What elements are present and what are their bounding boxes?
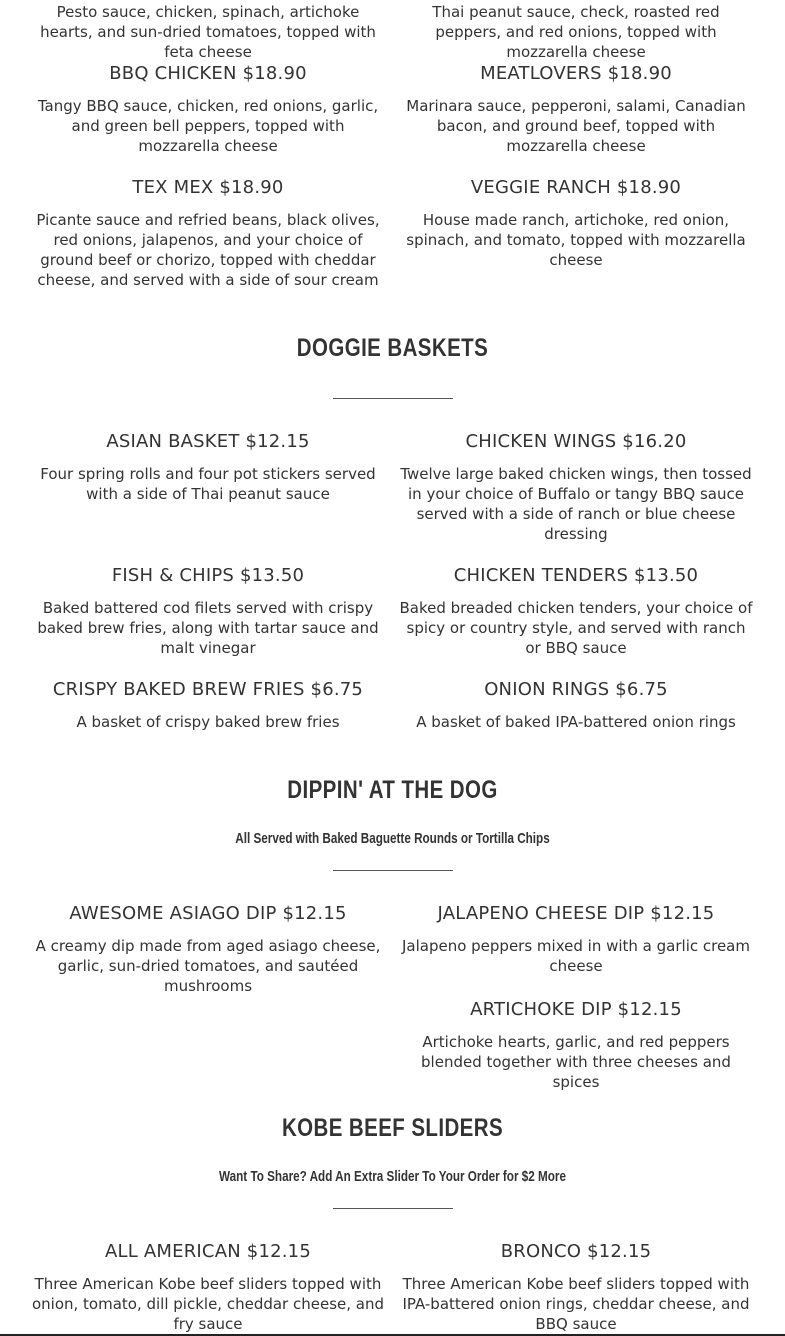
item-title: BBQ CHICKEN $18.90 [109,63,307,84]
item-description: A basket of crispy baked brew fries [76,713,340,731]
menu-item [398,902,754,976]
item-title: CRISPY BAKED BREW FRIES $6.75 [52,679,364,700]
menu-item [0,430,392,544]
item-title: ARTICHOKE DIP $12.15 [470,999,682,1020]
item-description: Four spring rolls and four pot stickers served with a side of Thai peanut sauce [40,465,376,503]
section-divider [333,870,453,871]
item-description: Pesto sauce, chicken, spinach, artichoke hearts, and sun-dried tomatoes, topped with feta cheese [40,3,376,61]
menu-column [392,902,784,1092]
menu-item [392,62,784,156]
item-title: AWESOME ASIAGO DIP $12.15 [69,903,347,924]
menu-row [0,678,785,732]
menu-item [392,678,784,732]
item-title: CHICKEN WINGS $16.20 [465,431,687,452]
menu-item [0,176,392,290]
item-title: MEATLOVERS $18.90 [480,63,672,84]
menu-row [0,62,785,156]
item-description: A basket of baked IPA-battered onion rings [416,713,736,731]
item-description: Thai peanut sauce, check, roasted red peppers, and red onions, topped with mozzarella cheese [432,3,720,61]
menu-item [0,62,392,156]
menu-item [0,678,392,732]
item-title: TEX MEX $18.90 [132,177,284,198]
menu-item [392,430,784,544]
item-title: FISH & CHIPS $13.50 [111,565,305,586]
menu-item [392,1240,784,1334]
item-description: Twelve large baked chicken wings, then tossed in your choice of Buffalo or tangy BBQ sauce served with a side of ranch or blue cheese dressing [400,465,752,543]
item-title: ONION RINGS $6.75 [484,679,668,700]
menu-row [0,430,785,544]
section-divider [333,1208,453,1209]
menu-row [0,2,785,62]
item-description: Three American Kobe beef sliders topped with onion, tomato, dill pickle, cheddar cheese, and fry sauce [31,1275,385,1333]
menu-item [0,564,392,658]
menu-item [0,1240,392,1334]
section-subtitle: Want To Share? Add An Extra Slider To Your Order for $2 More [219,1168,566,1185]
menu-item [392,564,784,658]
item-description: A creamy dip made from aged asiago cheese, garlic, sun-dried tomatoes, and sautéed mushrooms [35,937,381,995]
section-subtitle: All Served with Baked Baguette Rounds or Tortilla Chips [235,830,550,847]
menu-item [0,2,392,62]
menu-item [0,902,392,1092]
item-description: Jalapeno peppers mixed in with a garlic cream cheese [401,937,750,975]
item-description: Picante sauce and refried beans, black olives, red onions, jalapenos, and your choice of ground beef or chorizo, topped with cheddar cheese, and served with a side of sour cream [36,211,380,289]
item-description: Tangy BBQ sauce, chicken, red onions, garlic, and green bell peppers, topped with mozzarella cheese [37,97,379,155]
menu-item [392,176,784,290]
section-title: DIPPIN' AT THE DOG [287,776,498,804]
item-title: CHICKEN TENDERS $13.50 [453,565,699,586]
menu-row [0,1240,785,1334]
menu-row [0,564,785,658]
item-description: Three American Kobe beef sliders topped with IPA-battered onion rings, cheddar cheese, and BBQ sauce [402,1275,750,1333]
item-title: BRONCO $12.15 [500,1241,652,1262]
section-title: KOBE BEEF SLIDERS [281,1114,504,1142]
menu-item [392,2,784,62]
item-description: House made ranch, artichoke, red onion, spinach, and tomato, topped with mozzarella cheese [406,211,746,269]
section-title: DOGGIE BASKETS [296,334,489,362]
item-title: ALL AMERICAN $12.15 [105,1241,311,1262]
item-description: Baked battered cod filets served with crispy baked brew fries, along with tartar sauce and malt vinegar [37,599,379,657]
section-divider [333,398,453,399]
menu-item [398,998,754,1092]
item-description: Marinara sauce, pepperoni, salami, Canadian bacon, and ground beef, topped with mozzarella cheese [406,97,746,155]
item-title: JALAPENO CHEESE DIP $12.15 [437,903,715,924]
menu-row [0,902,785,1092]
item-description: Baked breaded chicken tenders, your choice of spicy or country style, and served with ranch or BBQ sauce [399,599,753,657]
menu-row [0,176,785,290]
item-title: ASIAN BASKET $12.15 [106,431,310,452]
item-description: Artichoke hearts, garlic, and red peppers blended together with three cheeses and spices [421,1033,731,1091]
item-title: VEGGIE RANCH $18.90 [470,177,682,198]
